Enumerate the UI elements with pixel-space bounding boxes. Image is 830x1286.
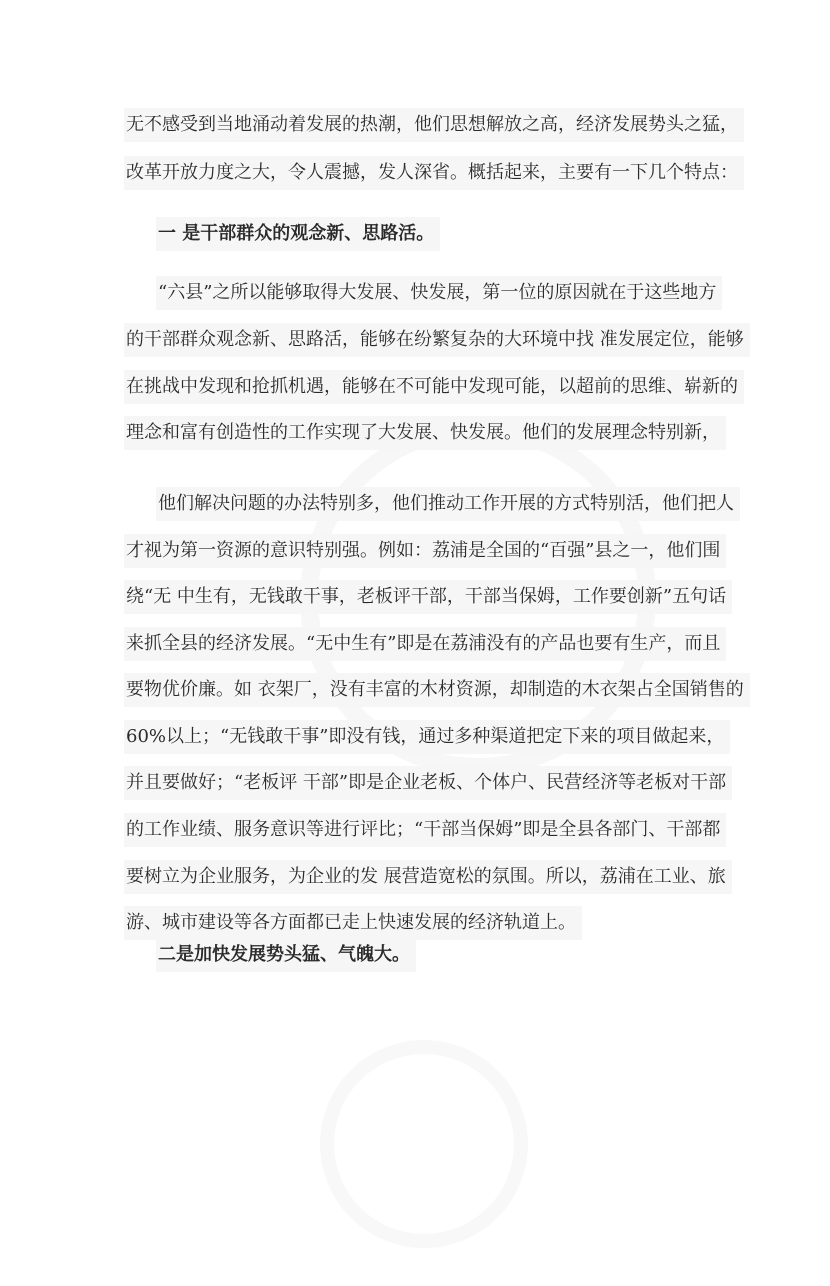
section-heading-2: 二是加快发展势头猛、气魄大。 (156, 938, 416, 972)
paragraph-3-line-3: 绕“无 中生有，无钱敢干事，老板评干部，干部当保姆，工作要创新”五句话 (124, 580, 732, 614)
section-heading-1: 一 是干部群众的观念新、思路活。 (156, 217, 440, 251)
watermark-seal-bottom (282, 1002, 566, 1286)
paragraph-1-line-2: 改革开放力度之大，令人震撼，发人深省。概括起来，主要有一下几个特点： (124, 156, 744, 190)
paragraph-2-line-3: 在挑战中发现和抢抓机遇，能够在不可能中发现可能，以超前的思维、崭新的 (124, 370, 744, 404)
paragraph-2-line-2: 的干部群众观念新、思路活，能够在纷繁复杂的大环境中找 准发展定位，能够 (124, 323, 750, 357)
paragraph-3-line-10: 游、城市建设等各方面都已走上快速发展的经济轨道上。 (124, 906, 582, 940)
paragraph-3-line-6: 60%以上；“无钱敢干事”即没有钱，通过多种渠道把定下来的项目做起来， (124, 720, 730, 754)
paragraph-2-line-4: 理念和富有创造性的工作实现了大发展、快发展。他们的发展理念特别新， (124, 416, 726, 450)
paragraph-3-line-9: 要树立为企业服务，为企业的发 展营造宽松的氛围。所以，荔浦在工业、旅 (124, 860, 732, 894)
paragraph-3-line-4: 来抓全县的经济发展。“无中生有”即是在荔浦没有的产品也要有生产，而且 (124, 627, 726, 661)
paragraph-1-line-1: 无不感受到当地涌动着发展的热潮，他们思想解放之高，经济发展势头之猛， (124, 108, 744, 142)
paragraph-3-line-1: 他们解决问题的办法特别多，他们推动工作开展的方式特别活，他们把人 (156, 487, 740, 521)
paragraph-3-line-2: 才视为第一资源的意识特别强。例如：荔浦是全国的“百强”县之一，他们围 (124, 534, 726, 568)
paragraph-3-line-7: 并且要做好；“老板评 干部”即是企业老板、个体户、民营经济等老板对干部 (124, 766, 732, 800)
paragraph-2-line-1: “六县”之所以能够取得大发展、快发展，第一位的原因就在于这些地方 (156, 276, 722, 310)
paragraph-3-line-8: 的工作业绩、服务意识等进行评比；“干部当保姆”即是全县各部门、干部都 (124, 813, 726, 847)
paragraph-3-line-5: 要物优价廉。如 衣架厂，没有丰富的木材资源，却制造的木衣架占全国销售的 (124, 673, 750, 707)
